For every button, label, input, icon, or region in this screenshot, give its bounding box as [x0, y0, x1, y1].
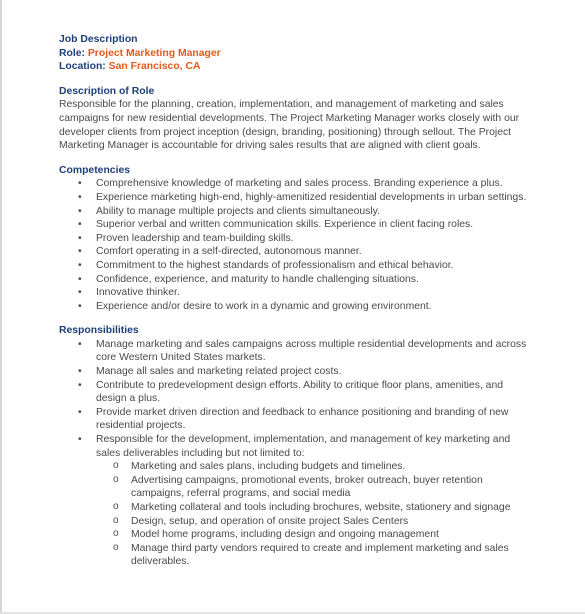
description-section: [59, 85, 535, 153]
location-value: San Francisco, CA: [108, 61, 201, 73]
role-label: Role:: [59, 47, 85, 59]
responsibilities-section: [59, 324, 535, 569]
description-text: Responsible for the planning, creation, implementation, and management of marketing and sales campaigns for new residential developments. The Project Marketing Manager works closely with our developer clients from project inception (design, branding, positioning) through sellout. The Project Marketing Manager is accountable for driving sales results that are aligned with client goals.: [59, 99, 520, 152]
role-line: [59, 47, 535, 61]
list-item: • Superior verbal and written communication skills. Experience in client facing roles.: [59, 218, 535, 232]
list-item: • Comprehensive knowledge of marketing and sales process. Branding experience a plus.: [59, 177, 535, 191]
list-item: • Proven leadership and team-building skills.: [59, 232, 535, 246]
list-item: • Comfort operating in a self-directed, autonomous manner.: [59, 245, 535, 259]
list-item: • Confidence, experience, and maturity to handle challenging situations.: [59, 273, 535, 287]
list-item: • Experience and/or desire to work in a dynamic and growing environment.: [59, 300, 535, 314]
responsibilities-title: Responsibilities: [59, 325, 139, 337]
list-item: • Manage all sales and marketing related project costs.: [59, 365, 535, 379]
competencies-title: Competencies: [59, 164, 131, 176]
list-item: • Provide market driven direction and feedback to enhance positioning and branding of new residential projects.: [59, 406, 535, 433]
sub-list-item: o Marketing and sales plans, including budgets and timelines.: [59, 460, 535, 474]
sub-list-item: o Advertising campaigns, promotional events, broker outreach, buyer retention campaigns, referral programs, and social media: [59, 474, 535, 501]
competencies-list: [59, 177, 535, 313]
list-item: • Responsible for the development, implementation, and management of key marketing and sales deliverables including but not limited to:: [59, 433, 535, 460]
role-value: Project Marketing Manager: [87, 47, 221, 59]
sub-list-item: o Manage third party vendors required to create and implement marketing and sales deliverables.: [59, 542, 535, 569]
competencies-section: [59, 164, 535, 314]
list-item: • Experience marketing high-end, highly-amenitized residential developments in urban settings.: [59, 191, 535, 205]
list-item: • Innovative thinker.: [59, 286, 535, 300]
document-header: [59, 33, 535, 74]
responsibilities-list: [59, 338, 535, 460]
list-item: • Commitment to the highest standards of professionalism and ethical behavior.: [59, 259, 535, 273]
location-label: Location:: [59, 61, 106, 73]
sub-list-item: o Design, setup, and operation of onsite project Sales Centers: [59, 515, 535, 529]
location-line: [59, 60, 535, 74]
list-item: • Manage marketing and sales campaigns across multiple residential developments and across core Western United States markets.: [59, 338, 535, 365]
list-item: • Ability to manage multiple projects and clients simultaneously.: [59, 205, 535, 219]
description-title: Description of Role: [59, 85, 155, 97]
deliverables-sublist: [59, 460, 535, 569]
list-item: • Contribute to predevelopment design efforts. Ability to critique floor plans, amenities, and design a plus.: [59, 379, 535, 406]
sub-list-item: o Marketing collateral and tools including brochures, website, stationery and signage: [59, 501, 535, 515]
sub-list-item: o Model home programs, including design and ongoing management: [59, 528, 535, 542]
job-description-title: Job Description: [59, 34, 138, 45]
